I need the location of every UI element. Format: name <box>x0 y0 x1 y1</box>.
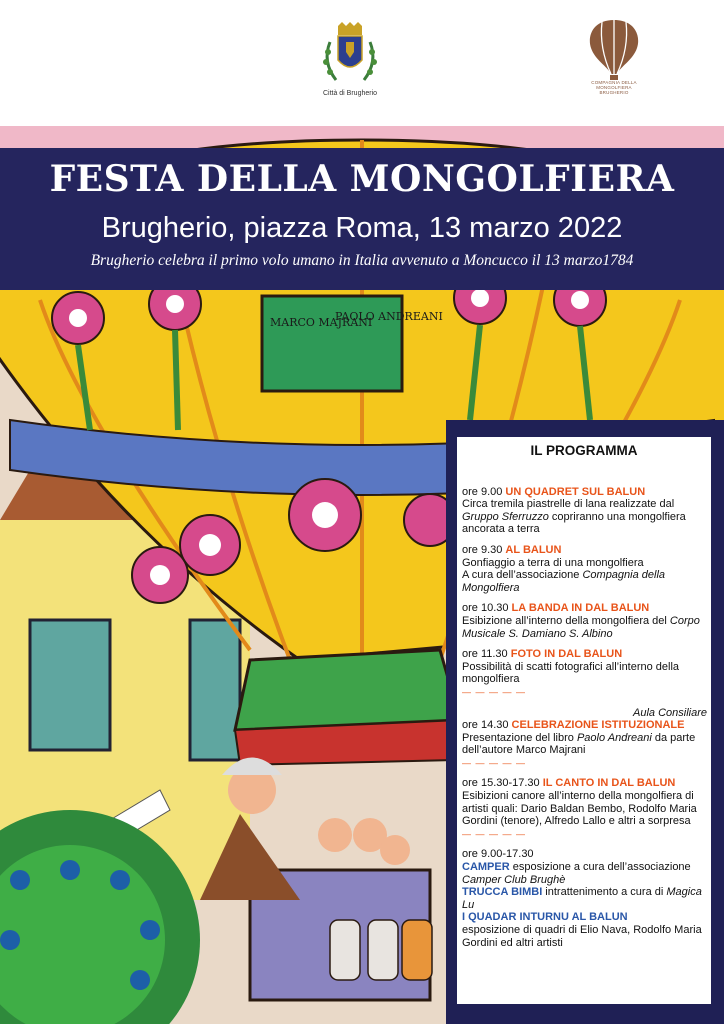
separator-dashes: — — — — — <box>462 757 527 768</box>
event-desc-em: Corpo Musicale S. Damiano S. Albino <box>462 614 700 640</box>
association-logo <box>574 18 654 95</box>
event-location-date: Brugherio, piazza Roma, 13 marzo 2022 <box>101 212 623 244</box>
event-name: I QUADAR INTURNU AL BALUN <box>462 911 628 924</box>
event-name: FOTO IN DAL BALUN <box>510 648 623 661</box>
event-desc: Presentazione del libro <box>462 731 577 744</box>
event-desc: intrattenimento a cura di <box>542 886 667 899</box>
event-desc: A cura dell’associazione <box>462 569 583 582</box>
event-desc-em: Magica Lu <box>462 886 702 911</box>
event-desc-em: Compagnia della Mongolfiera <box>462 569 666 594</box>
event-time: ore 9.00-17.30 <box>462 848 534 861</box>
book-label-left: MARCO MAJRANI <box>270 316 373 329</box>
event-time: ore 15.30-17.30 <box>462 777 543 790</box>
program-event <box>457 648 711 698</box>
event-name: LA BANDA IN DAL BALUN <box>511 602 650 615</box>
event-name: CELEBRAZIONE ISTITUZIONALE <box>511 719 685 732</box>
header-bar <box>0 0 724 126</box>
book-label-right: PAOLO ANDREANI <box>335 310 443 323</box>
event-time: ore 9.00 <box>462 485 506 498</box>
program-event <box>457 486 711 536</box>
event-desc-em: Camper Club Brughè <box>462 873 566 886</box>
event-name: IL CANTO IN DAL BALUN <box>542 777 676 790</box>
event-time: ore 14.30 <box>462 719 512 732</box>
event-desc-em: Gruppo Sferruzzo <box>462 510 549 523</box>
event-name: AL BALUN <box>505 543 562 556</box>
event-time: ore 9.30 <box>462 543 506 556</box>
city-logo <box>300 22 400 97</box>
title-banner <box>0 148 724 290</box>
program-event <box>457 848 711 949</box>
city-coat-of-arms-icon <box>318 22 382 88</box>
program-title: IL PROGRAMMA <box>530 443 638 458</box>
event-desc: da parte dell’autore Marco Majrani <box>462 731 696 757</box>
hot-air-balloon-icon <box>585 18 643 80</box>
event-desc: esposizione a cura dell’associazione <box>509 861 691 874</box>
city-caption: Città di Brugherio <box>322 90 378 97</box>
event-time: ore 11.30 <box>462 648 511 661</box>
event-desc-em: Paolo Andreani <box>576 731 652 744</box>
event-desc: Esibizione all’interno della mongolfiera del <box>462 614 670 627</box>
event-place: Aula Consiliare <box>633 706 707 719</box>
event-name: TRUCCA BIMBI <box>462 886 543 899</box>
association-caption-2: MONGOLFIERA <box>596 85 632 90</box>
program-panel <box>457 437 711 1004</box>
page-title: FESTA DELLA MONGOLFIERA <box>49 158 675 200</box>
program-event <box>457 602 711 640</box>
program-event <box>457 544 711 594</box>
program-event <box>457 777 711 840</box>
separator-dashes: — — — — — <box>462 828 527 839</box>
event-desc: copriranno una mongolfiera ancorata a terra <box>462 510 686 536</box>
event-desc: esposizione di quadri di Elio Nava, Rodolfo Maria Gordini ed altri artisti <box>462 924 702 949</box>
program-event <box>457 707 711 770</box>
event-desc: Gonfiaggio a terra di una mongolfiera <box>462 556 644 569</box>
event-name: UN QUADRET SUL BALUN <box>505 485 646 498</box>
event-tagline: Brugherio celebra il primo volo umano in Italia avvenuto a Moncucco il 13 marzo1784 <box>90 252 634 269</box>
event-desc: Possibilità di scatti fotografici all’interno della mongolfiera <box>462 660 680 686</box>
event-time: ore 10.30 <box>462 602 512 615</box>
event-name: CAMPER <box>462 861 510 874</box>
event-desc: Esibizioni canore all’interno della mongolfiera di artisti quali: Dario Baldan Bembo, Rodolfo Maria Gordini (tenore), Alfredo Lallo e altri a sorpresa <box>462 790 697 828</box>
association-caption-1: COMPAGNIA DELLA <box>591 80 637 85</box>
event-desc: Circa tremila piastrelle di lana realizzate dal <box>462 498 675 511</box>
separator-dashes: — — — — — <box>462 686 527 697</box>
association-caption-3: BRUGHERIO <box>599 90 629 95</box>
